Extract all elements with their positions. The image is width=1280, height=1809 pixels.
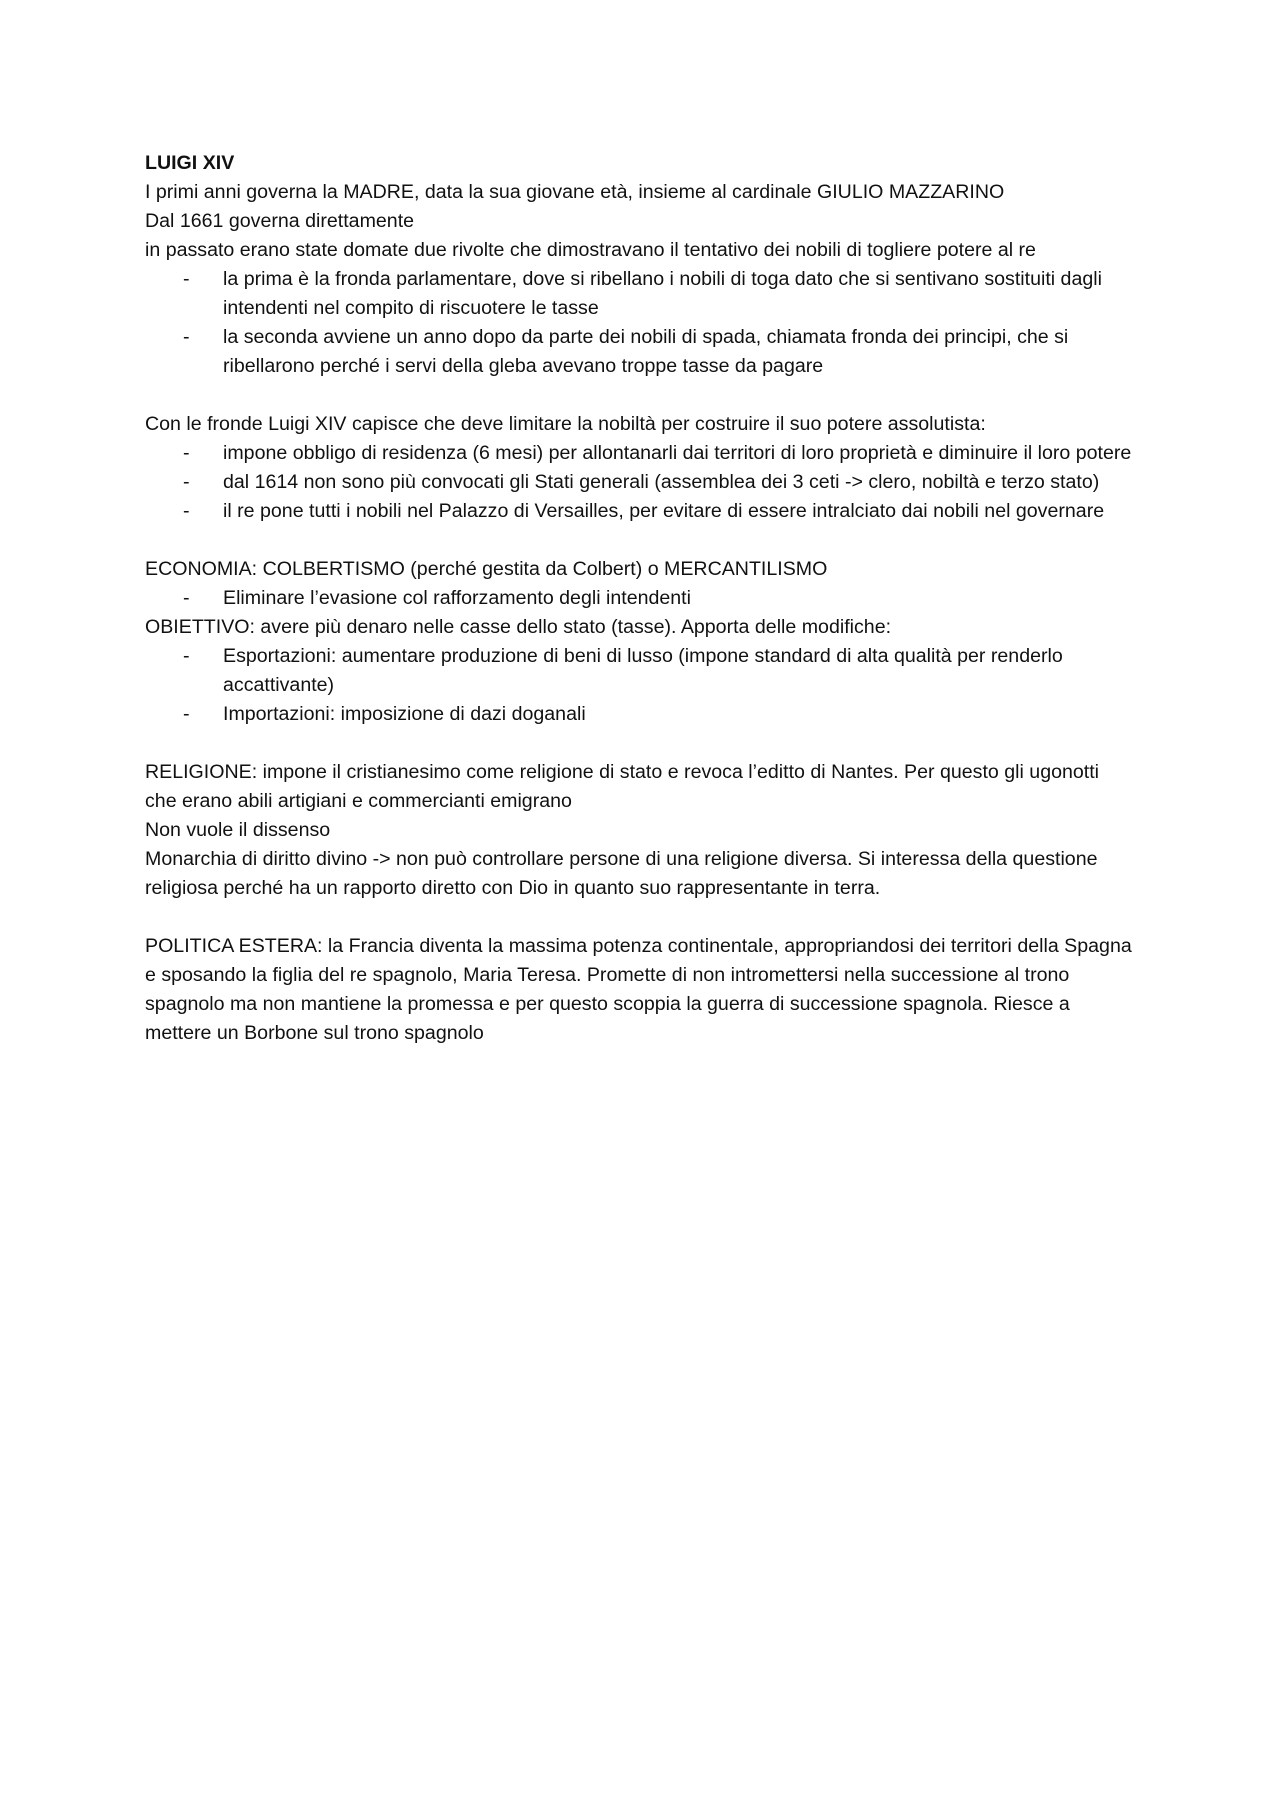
dash-bullet: - — [183, 471, 190, 493]
list-item — [145, 584, 1135, 613]
list-item-text: il re pone tutti i nobili nel Palazzo di Versailles, per evitare di essere intralciato dai nobili nel governare — [223, 500, 1105, 522]
paragraph-spacer — [145, 526, 1135, 555]
list-item — [145, 439, 1135, 468]
paragraph-spacer — [145, 381, 1135, 410]
objective-list — [145, 642, 1135, 729]
dash-bullet: - — [183, 703, 190, 725]
paragraph-spacer — [145, 729, 1135, 758]
list-item — [145, 642, 1135, 700]
dash-bullet: - — [183, 326, 190, 348]
intro-paragraph: Dal 1661 governa direttamente — [145, 210, 415, 232]
list-item-text: la prima è la fronda parlamentare, dove si ribellano i nobili di toga dato che si sentivano sostituiti dagli intendenti nel compito di riscuotere le tasse — [223, 268, 1102, 319]
document-title: LUIGI XIV — [145, 152, 235, 174]
nobility-list — [145, 439, 1135, 526]
list-item-text: impone obbligo di residenza (6 mesi) per allontanarli dai territori di loro proprietà e diminuire il loro potere — [223, 442, 1132, 464]
list-item-text: Esportazioni: aumentare produzione di beni di lusso (impone standard di alta qualità per renderlo accattivante) — [223, 645, 1063, 696]
dash-bullet: - — [183, 587, 190, 609]
list-item — [145, 700, 1135, 729]
list-item — [145, 265, 1135, 323]
religion-paragraph: Non vuole il dissenso — [145, 819, 331, 841]
nobility-intro: Con le fronde Luigi XIV capisce che deve limitare la nobiltà per costruire il suo potere assolutista: — [145, 413, 986, 435]
dash-bullet: - — [183, 500, 190, 522]
list-item-text: la seconda avviene un anno dopo da parte dei nobili di spada, chiamata fronda dei principi, che si ribellarono perché i servi della gleba avevano troppe tasse da pagare — [223, 326, 1069, 377]
list-item-text: dal 1614 non sono più convocati gli Stati generali (assemblea dei 3 ceti -> clero, nobiltà e terzo stato) — [223, 471, 1100, 493]
fronde-list — [145, 265, 1135, 381]
dash-bullet: - — [183, 645, 190, 667]
list-item — [145, 497, 1135, 526]
religion-paragraph: RELIGIONE: impone il cristianesimo come religione di stato e revoca l’editto di Nantes. Per questo gli ugonotti che erano abili artigiani e commercianti emigrano — [145, 761, 1100, 812]
dash-bullet: - — [183, 442, 190, 464]
list-item — [145, 323, 1135, 381]
paragraph-spacer — [145, 903, 1135, 932]
list-item-text: Importazioni: imposizione di dazi doganali — [223, 703, 586, 725]
document-page — [145, 149, 1135, 1048]
foreign-policy-paragraph: POLITICA ESTERA: la Francia diventa la massima potenza continentale, appropriandosi dei territori della Spagna e sposando la figlia del re spagnolo, Maria Teresa. Promette di non intromettersi nella successione al trono spagnolo ma non mantiene la promessa e per questo scoppia la guerra di successione spagnola. Riesce a mettere un Borbone sul trono spagnolo — [145, 935, 1132, 1044]
intro-paragraph: I primi anni governa la MADRE, data la sua giovane età, insieme al cardinale GIULIO MAZZARINO — [145, 181, 1005, 203]
economy-list — [145, 584, 1135, 613]
list-item — [145, 468, 1135, 497]
economy-heading: ECONOMIA: COLBERTISMO (perché gestita da Colbert) o MERCANTILISMO — [145, 558, 828, 580]
dash-bullet: - — [183, 268, 190, 290]
list-item-text: Eliminare l’evasione col rafforzamento degli intendenti — [223, 587, 691, 609]
intro-paragraph: in passato erano state domate due rivolte che dimostravano il tentativo dei nobili di togliere potere al re — [145, 239, 1036, 261]
religion-paragraph: Monarchia di diritto divino -> non può controllare persone di una religione diversa. Si interessa della questione religiosa perché ha un rapporto diretto con Dio in quanto suo rappresentante in terra. — [145, 848, 1098, 899]
objective-paragraph: OBIETTIVO: avere più denaro nelle casse dello stato (tasse). Apporta delle modifiche: — [145, 616, 892, 638]
